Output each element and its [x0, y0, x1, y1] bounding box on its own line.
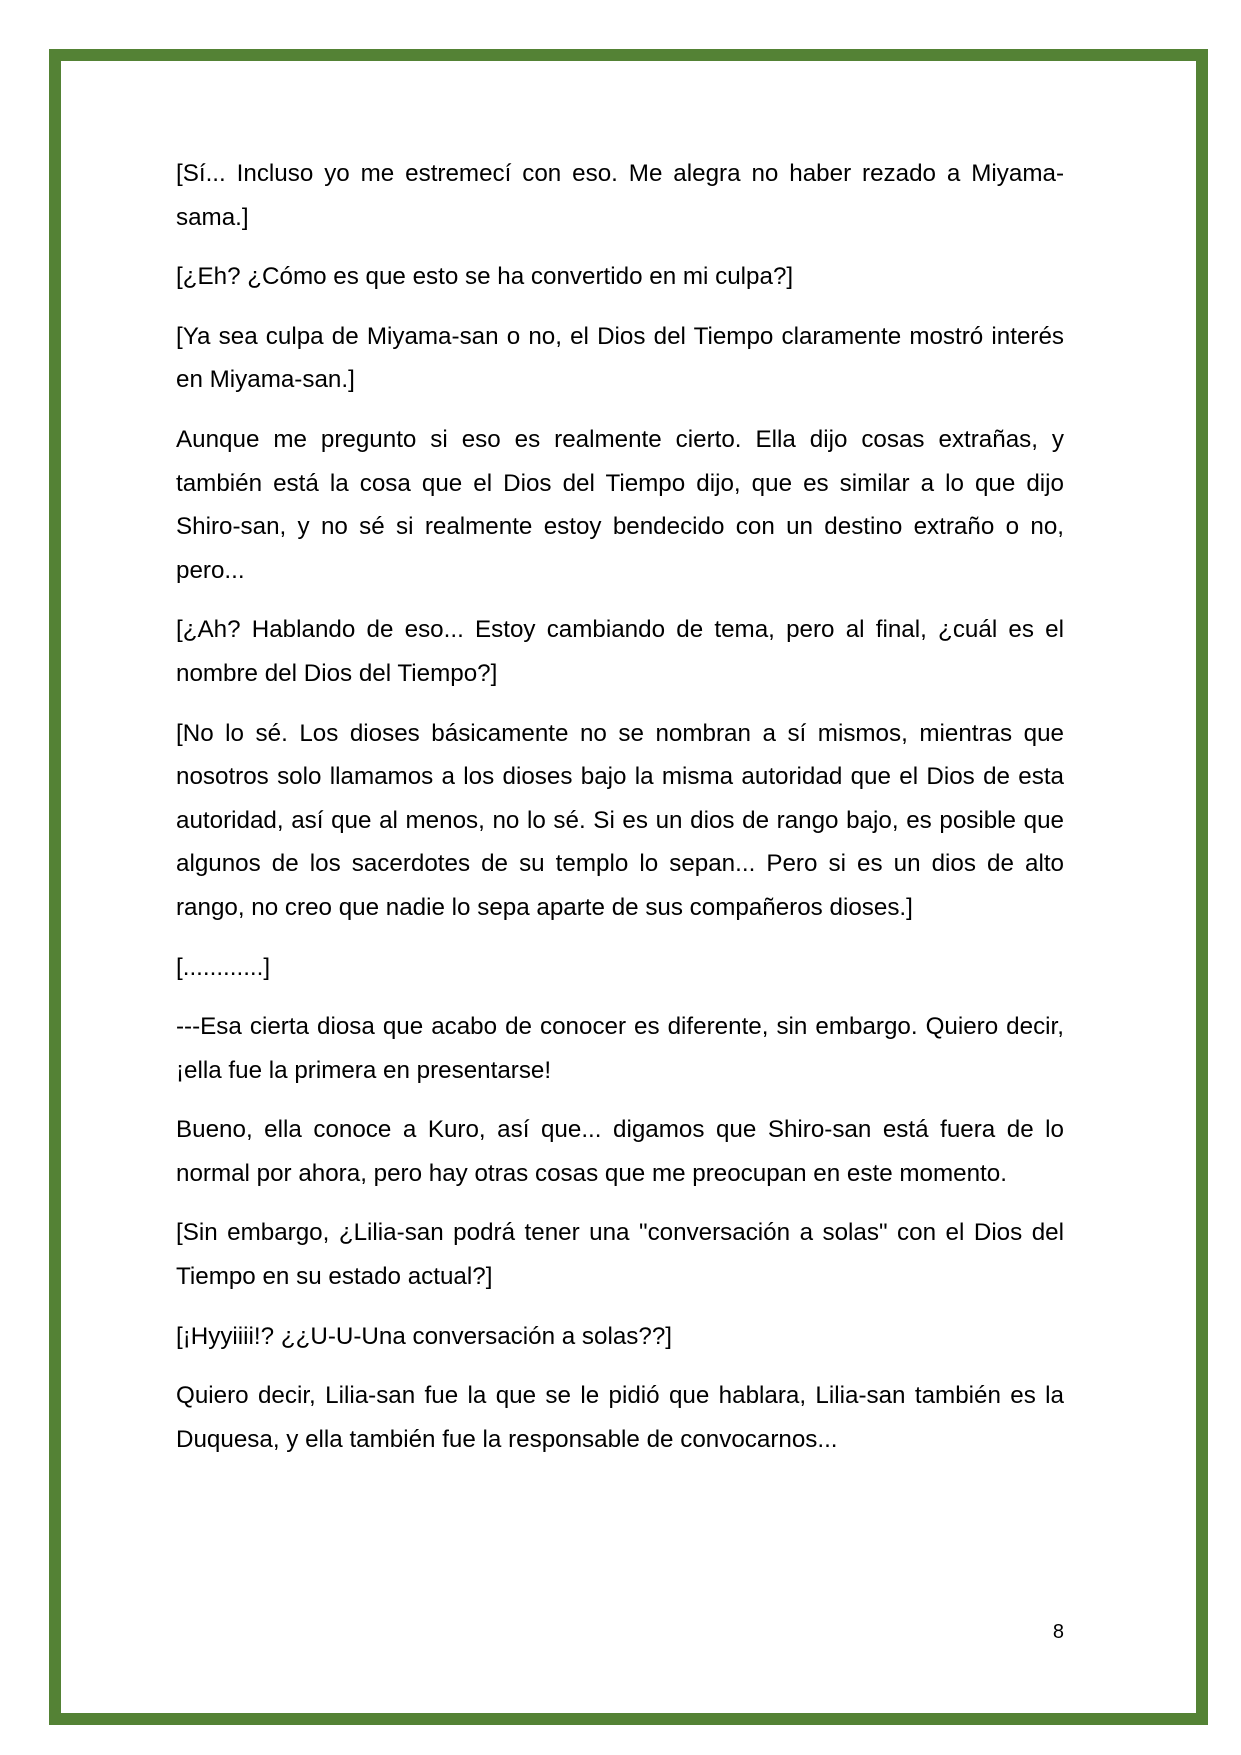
paragraph: [¿Eh? ¿Cómo es que esto se ha convertido en mi culpa?]	[176, 263, 794, 291]
paragraph: Quiero decir, Lilia-san fue la que se le pidió que hablara, Lilia-san también es la Duquesa, y ella también fue la responsable de convocarnos...	[176, 1382, 1064, 1453]
paragraph: [No lo sé. Los dioses básicamente no se nombran a sí mismos, mientras que nosotros solo llamamos a los dioses bajo la misma autoridad que el Dios de esta autoridad, así que al menos, no lo sé. Si es un dios de rango bajo, es posible que algunos de los sacerdotes de su templo lo sepan... Pero si es un dios de alto rango, no creo que nadie lo sepa aparte de sus compañeros dioses.]	[176, 719, 1064, 921]
paragraph: Bueno, ella conoce a Kuro, así que... digamos que Shiro-san está fuera de lo normal por ahora, pero hay otras cosas que me preocupan en este momento.	[176, 1116, 1064, 1187]
paragraph: [Sí... Incluso yo me estremecí con eso. Me alegra no haber rezado a Miyama-sama.]	[176, 160, 1064, 231]
paragraph: [Sin embargo, ¿Lilia-san podrá tener una "conversación a solas" con el Dios del Tiempo en su estado actual?]	[176, 1219, 1064, 1291]
paragraph: Aunque me pregunto si eso es realmente cierto. Ella dijo cosas extrañas, y también está la cosa que el Dios del Tiempo dijo, que es similar a lo que dijo Shiro-san, y no sé si realmente estoy bendecido con un destino extraño o no, pero...	[176, 425, 1064, 584]
paragraph: [............]	[176, 953, 271, 981]
paragraph: [Ya sea culpa de Miyama-san o no, el Dios del Tiempo claramente mostró interés en Miyama-san.]	[176, 322, 1064, 394]
document-body	[176, 152, 1064, 1477]
page-number: 8	[1052, 1621, 1064, 1643]
paragraph: [¡Hyyiiii!? ¿¿U-U-Una conversación a solas??]	[176, 1322, 672, 1350]
paragraph: [¿Ah? Hablando de eso... Estoy cambiando de tema, pero al final, ¿cuál es el nombre del Dios del Tiempo?]	[176, 616, 1064, 687]
paragraph: ---Esa cierta diosa que acabo de conocer es diferente, sin embargo. Quiero decir, ¡ella fue la primera en presentarse!	[176, 1013, 1064, 1084]
